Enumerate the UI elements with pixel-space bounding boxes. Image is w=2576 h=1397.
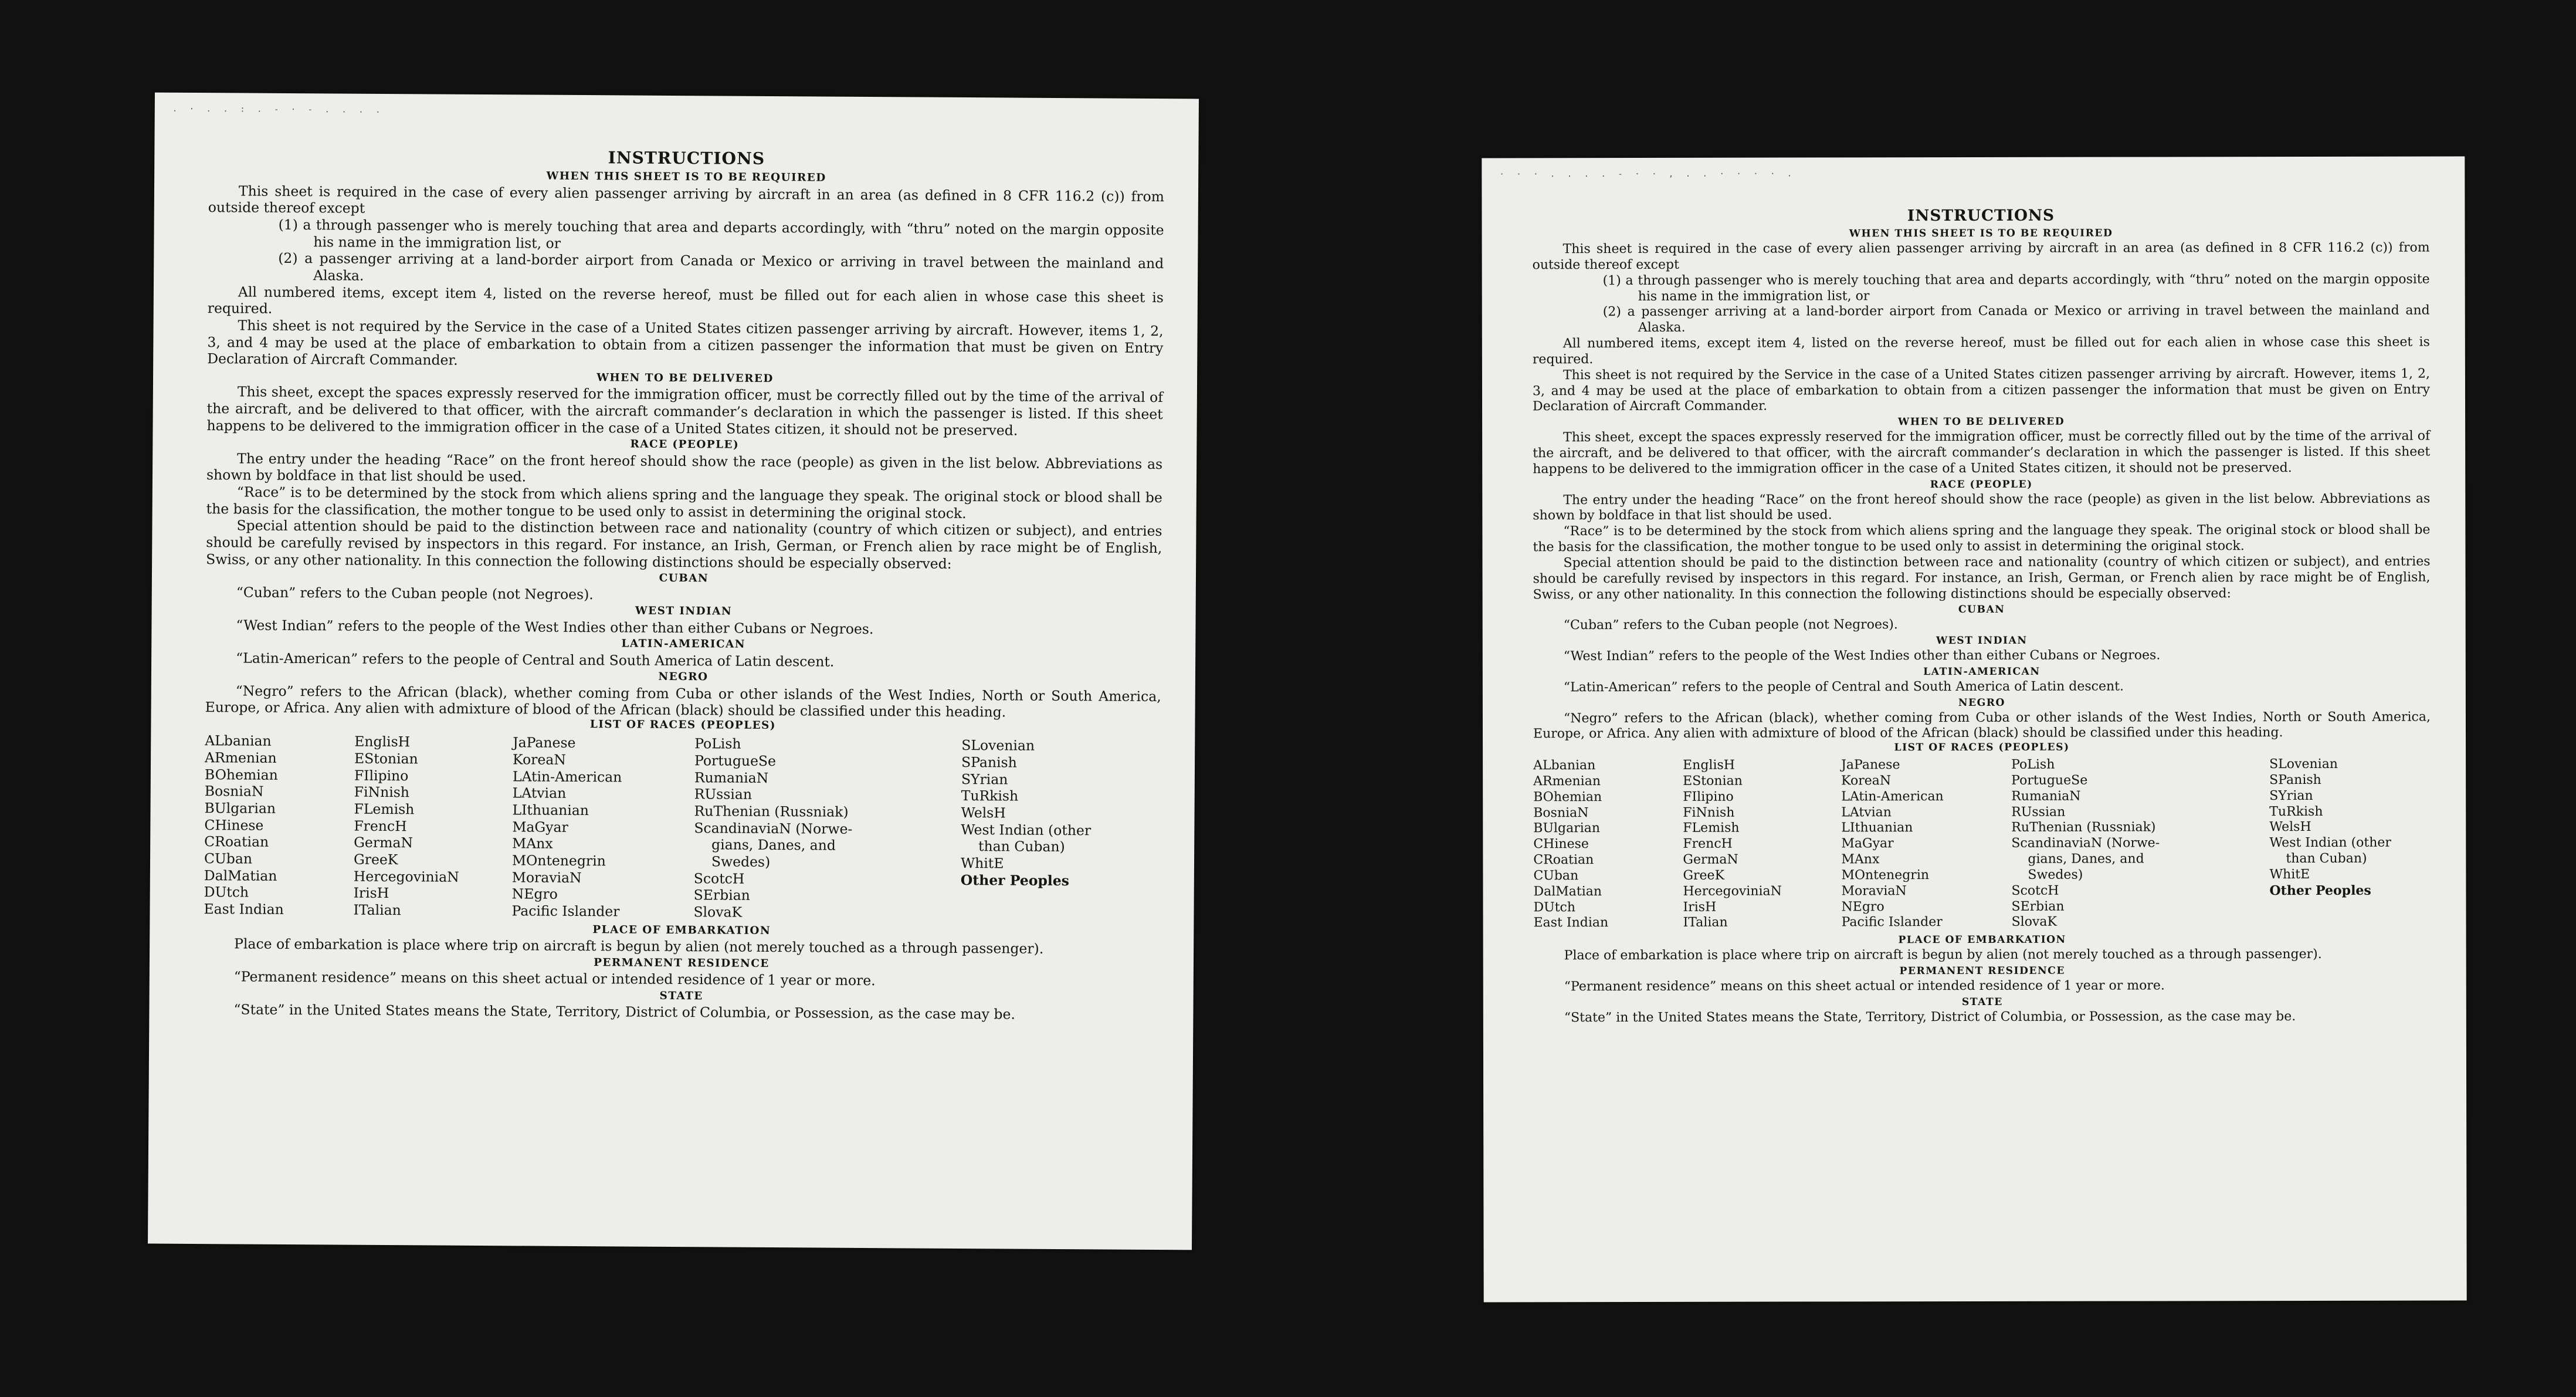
race-list-item: West Indian (other [961,821,1092,838]
latin-american-heading: LATIN-AMERICAN [621,637,746,651]
race-list-item: MOntenegrin [1841,868,1930,883]
race-list-item: WhitE [2269,867,2310,882]
race-list-item: CUban [204,850,253,867]
race-list-item: DUtch [1533,899,1576,915]
race-list-item: MaGyar [512,818,568,836]
instructions-content [1532,206,2431,1026]
race-list-item: FLemish [1683,821,1740,836]
race-list-item: HercegoviniaN [1683,884,1782,899]
race-list-item: SPanish [961,754,1017,771]
races-column-5 [960,737,1137,923]
latin-american-heading: LATIN-AMERICAN [1923,665,2041,678]
embarkation-heading: PLACE OF EMBARKATION [592,923,771,937]
cuban-heading: CUBAN [1958,604,2005,616]
races-heading: LIST OF RACES (PEOPLES) [589,718,777,732]
race-list-item: ITalian [1683,915,1728,931]
race-list-item: SErbian [693,887,750,904]
exception-item-2: (2) a passenger arriving at a land-border airport from Canada or Mexico or arriving in travel between the mainland and Alaska. [1602,303,2430,336]
race-list-item: KoreaN [1841,773,1892,789]
race-list-item: FiNnish [354,783,410,801]
race-list-item: RUssian [694,786,753,803]
races-column-5 [2269,757,2422,931]
race-list-item: than Cuban) [2269,851,2367,867]
race-list-item: ScotcH [693,870,745,887]
when-delivered-heading: WHEN TO BE DELIVERED [1898,415,2065,428]
race-list-item: KoreaN [512,751,566,768]
race-list-item: RumaniaN [694,769,769,786]
races-column-4 [2011,757,2270,931]
race-list-item: PoLish [694,735,741,753]
races-column-4 [693,736,961,922]
races-column-3 [511,735,694,921]
document-page-right [1482,157,2466,1303]
race-list-item: WelsH [2269,820,2311,835]
race-list-item: EStonian [354,750,418,767]
negro-heading: NEGRO [658,671,709,684]
when-delivered-text: This sheet, except the spaces expressly reserved for the immigration officer, must be correctly filled out by the time of the arrival of the aircraft, and be delivered to that officer, with the aircraft commander’s declaration in which the passenger is listed. If this sheet happens to be delivered to the immigration officer in the case of a United States citizen, it should not be preserved. [206,383,1163,439]
race-list-item: NEgro [511,885,558,903]
negro-text: “Negro” refers to the African (black), whether coming from Cuba or other islands of the West Indies, North or South America, Europe, or Africa. Any alien with admixture of blood of the African (black) should be classified under this heading. [205,682,1161,721]
race-list-item: Pacific Islander [1841,915,1943,930]
races-column-1 [204,732,354,918]
cuban-text: “Cuban” refers to the Cuban people (not Negroes). [236,584,594,603]
numbered-items-text: All numbered items, except item 4, listed on the reverse hereof, must be filled out for each alien in whose case this sheet is required. [207,283,1164,317]
when-required-heading: WHEN THIS SHEET IS TO BE REQUIRED [546,170,826,184]
race-list-item: MoraviaN [511,868,582,886]
races-column-1 [1533,758,1683,932]
race-list-item: Swedes) [2011,867,2083,882]
race-text-2: “Race” is to be determined by the stock from which aliens spring and the language they speak. The original stock or blood shall be the basis for the classification, the mother tongue to be used only to assist in determining the original stock. [1533,522,2431,555]
residence-heading: PERMANENT RESIDENCE [1899,965,2065,977]
cuban-heading: CUBAN [659,572,709,585]
race-list-item: SYrian [2269,788,2313,803]
race-list-item: LAtin-American [1841,789,1944,804]
race-list-item: ALbanian [205,732,272,750]
exception-item-1: (1) a through passenger who is merely touching that area and departs accordingly, with “thru” noted on the margin opposite his name in the immigration list, or [278,216,1164,252]
race-list-item: ITalian [353,901,401,919]
race-list-item: CUban [1533,868,1579,884]
west-indian-heading: WEST INDIAN [635,604,733,618]
race-list-item: East Indian [1533,915,1609,931]
race-text-1: The entry under the heading “Race” on the front hereof should show the race (people) as given in the list below. Abbreviations as shown by boldface in that list should be used. [1533,491,2431,523]
race-list-item: ALbanian [1533,758,1596,773]
state-text: “State” in the United States means the State, Territory, District of Columbia, or Possession, as the case may be. [1564,1009,2296,1025]
race-list-item: BUlgarian [204,800,276,817]
race-list-item: FLemish [354,800,415,818]
race-list-item: GermaN [1683,852,1738,867]
latin-american-text: “Latin-American” refers to the people of Central and South America of Latin descent. [236,650,835,670]
race-list-item: MAnx [1841,852,1880,867]
race-list-item: MOntenegrin [511,852,606,870]
race-list-item: Pacific Islander [511,902,620,920]
race-list-item: GermaN [354,834,413,851]
race-list-item: SlovaK [693,904,743,921]
race-list-item: SErbian [2011,899,2065,914]
race-list-item: GreeK [1683,868,1725,883]
when-required-text: This sheet is required in the case of every alien passenger arriving by aircraft in an area (as defined in 8 CFR 116.2 (c)) from outside thereof except [1532,240,2430,273]
races-heading: LIST OF RACES (PEOPLES) [1894,741,2070,754]
race-list-item: RuThenian (Russniak) [2011,820,2156,836]
race-list-item: NEgro [1841,899,1884,914]
embarkation-heading: PLACE OF EMBARKATION [1898,933,2066,946]
residence-text: “Permanent residence” means on this sheet actual or intended residence of 1 year or more. [1564,978,2165,995]
race-list-item: PortugueSe [694,752,777,770]
west-indian-text: “West Indian” refers to the people of the West Indies other than either Cubans or Negroes. [236,617,874,637]
race-list-item: SLovenian [2269,757,2338,772]
races-column-2 [353,733,513,919]
race-list-item: BOhemian [1533,789,1602,805]
document-page-left [148,93,1199,1250]
race-list-item: West Indian (other [2269,836,2391,851]
residence-heading: PERMANENT RESIDENCE [594,956,770,970]
race-text-1: The entry under the heading “Race” on the front hereof should show the race (people) as given in the list below. Abbreviations as shown by boldface in that list should be used. [206,450,1163,485]
when-delivered-text: This sheet, except the spaces expressly reserved for the immigration officer, must be correctly filled out by the time of the arrival of the aircraft, and be delivered to that officer, with the aircraft commander’s declaration in which the passenger is listed. If this sheet happens to be delivered to the immigration officer in the case of a United States citizen, it should not be preserved. [1533,428,2431,477]
state-text: “State” in the United States means the State, Territory, District of Columbia, or Possession, as the case may be. [233,1001,1015,1023]
cuban-text: “Cuban” refers to the Cuban people (not Negroes). [1563,617,1898,633]
scan-specks: · · · . . . . - · · , . . · · · · . [1499,169,1796,180]
race-list-item: FrencH [354,817,407,834]
race-text-2: “Race” is to be determined by the stock from which aliens spring and the language they speak. The original stock or blood shall be the basis for the classification, the mother tongue to be used only to assist in determining the original stock. [206,483,1162,522]
race-list-item: BOhemian [204,766,278,783]
numbered-items-text: All numbered items, except item 4, listed on the reverse hereof, must be filled out for each alien in whose case this sheet is required. [1532,334,2430,367]
race-list-item: HercegoviniaN [353,868,459,885]
race-list-item: CRoatian [204,833,269,851]
race-list-item: TuRkish [961,787,1019,804]
race-list-item: LIthuanian [1841,820,1913,836]
race-list-item: WhitE [960,854,1004,872]
race-text-3: Special attention should be paid to the distinction between race and nationality (country of which citizen or subject), and entries should be carefully revised by inspectors in this regard. For instance, an Irish, German, or French alien by race might be of English, Swiss, or any other nationality. In this connection the following distinctions should be especially observed: [1533,554,2431,602]
west-indian-text: “West Indian” refers to the people of the West Indies other than either Cubans or Negroes. [1563,648,2161,664]
embarkation-text: Place of embarkation is place where trip on aircraft is begun by alien (not merely touched as a through passenger). [1564,947,2322,963]
race-list-item: JaPanese [1841,757,1900,773]
citizen-text: This sheet is not required by the Service in the case of a United States citizen passenger arriving by aircraft. However, items 1, 2, 3, and 4 may be used at the place of embarkation to obtain from a citizen passenger the information that must be given on Entry Declaration of Aircraft Commander. [207,317,1164,369]
scan-specks: . · . . : . - · - . . . . [172,104,384,115]
race-text-3: Special attention should be paid to the distinction between race and nationality (country of which citizen or subject), and entries should be carefully revised by inspectors in this regard. For instance, an Irish, German, or French alien by race might be of English, Swiss, or any other nationality. In this connection the following distinctions should be especially observed: [206,517,1162,572]
race-list-item: ScandinaviaN (Norwe- [694,819,853,837]
race-list-item: LIthuanian [512,801,589,819]
race-list-item: BosniaN [204,783,264,800]
race-list-item: SPanish [2269,772,2321,788]
race-list-item: CRoatian [1533,853,1594,868]
west-indian-heading: WEST INDIAN [1936,634,2028,647]
race-list-item: ScotcH [2011,883,2059,898]
race-list-item: ARmenian [1533,774,1601,789]
race-list-item: JaPanese [513,734,576,752]
race-list-item: GreeK [353,851,398,868]
race-list-item: EStonian [1683,773,1743,789]
race-list-item: IrisH [1683,899,1717,915]
when-delivered-heading: WHEN TO BE DELIVERED [596,371,774,385]
race-list-item: RumaniaN [2011,789,2081,804]
race-list-item: EnglisH [354,733,411,750]
race-list-item: ARmenian [205,749,277,766]
exception-item-2: (2) a passenger arriving at a land-border airport from Canada or Mexico or arriving in travel between the mainland and Alaska. [278,250,1164,284]
negro-text: “Negro” refers to the African (black), whether coming from Cuba or other islands of the West Indies, North or South America, Europe, or Africa. Any alien with admixture of blood of the African (black) should be classified under this heading. [1533,709,2431,742]
race-list-item: LAtin-American [512,767,622,786]
race-list-item: RUssian [2011,804,2066,820]
state-heading: STATE [659,989,703,1002]
latin-american-text: “Latin-American” refers to the people of Central and South America of Latin descent. [1563,679,2124,695]
race-list-item: East Indian [204,901,284,918]
race-list-item: FIlipino [1683,789,1734,804]
race-list-item: CHinese [204,816,264,834]
when-required-heading: WHEN THIS SHEET IS TO BE REQUIRED [1849,227,2113,240]
negro-heading: NEGRO [1958,696,2006,709]
race-list-item: DUtch [204,884,249,901]
race-list-item: gians, Danes, and [694,836,836,854]
race-list-item: MAnx [512,835,553,853]
race-list-item: SlovaK [2011,915,2057,930]
race-list-item: IrisH [353,884,389,902]
race-list-item: than Cuban) [961,838,1065,855]
race-list-item: MoraviaN [1841,883,1907,899]
race-list-item: ScandinaviaN (Norwe- [2011,836,2160,851]
race-list-item: TuRkish [2269,804,2323,819]
races-column-2 [1683,758,1842,932]
race-list-item: DalMatian [1533,884,1602,899]
race-list-item: BosniaN [1533,805,1589,820]
race-list-item: MaGyar [1841,836,1894,851]
race-list-item: DalMatian [204,867,277,884]
instructions-title: INSTRUCTIONS [608,148,765,168]
race-list-item: LAtvian [1841,804,1892,820]
race-list-item: BUlgarian [1533,821,1601,836]
state-heading: STATE [1961,996,2003,1008]
embarkation-text: Place of embarkation is place where trip on aircraft is begun by alien (not merely touched as a through passenger). [234,935,1044,957]
race-list-item: RuThenian (Russniak) [694,803,849,820]
when-required-text: This sheet is required in the case of every alien passenger arriving by aircraft in an area (as defined in 8 CFR 116.2 (c)) from outside thereof except [208,182,1165,217]
race-list-item: Other Peoples [2269,882,2371,898]
race-list-item: WelsH [961,804,1006,821]
exception-item-1: (1) a through passenger who is merely touching that area and departs accordingly, with “thru” noted on the margin opposite his name in the immigration list, or [1602,272,2430,304]
race-list-item: EnglisH [1683,757,1735,773]
instructions-title: INSTRUCTIONS [1907,206,2055,225]
race-list-item: CHinese [1533,837,1589,852]
instructions-content [203,146,1164,1024]
race-list-item: LAtvian [512,784,567,802]
race-list-item: Swedes) [693,853,771,870]
race-list-item: FIlipino [354,767,409,784]
race-list-item: FrencH [1683,836,1733,852]
race-heading: RACE (PEOPLE) [630,438,740,451]
race-list-item: PoLish [2011,757,2055,772]
race-list-item: Other Peoples [960,871,1070,889]
race-list-item: gians, Danes, and [2011,851,2144,867]
race-list-item: PortugueSe [2011,773,2088,788]
races-list [1533,741,2431,932]
race-list-item: SYrian [961,770,1008,788]
races-column-3 [1841,757,2012,931]
residence-text: “Permanent residence” means on this sheet actual or intended residence of 1 year or more. [233,968,876,989]
race-heading: RACE (PEOPLE) [1930,478,2033,491]
race-list-item: SLovenian [961,737,1035,755]
citizen-text: This sheet is not required by the Service in the case of a United States citizen passenger arriving by aircraft. However, items 1, 2, 3, and 4 may be used at the place of embarkation to obtain from a citizen passenger the information that must be given on Entry Declaration of Aircraft Commander. [1532,366,2431,414]
race-list-item: FiNnish [1683,805,1735,820]
races-list [204,716,1161,924]
